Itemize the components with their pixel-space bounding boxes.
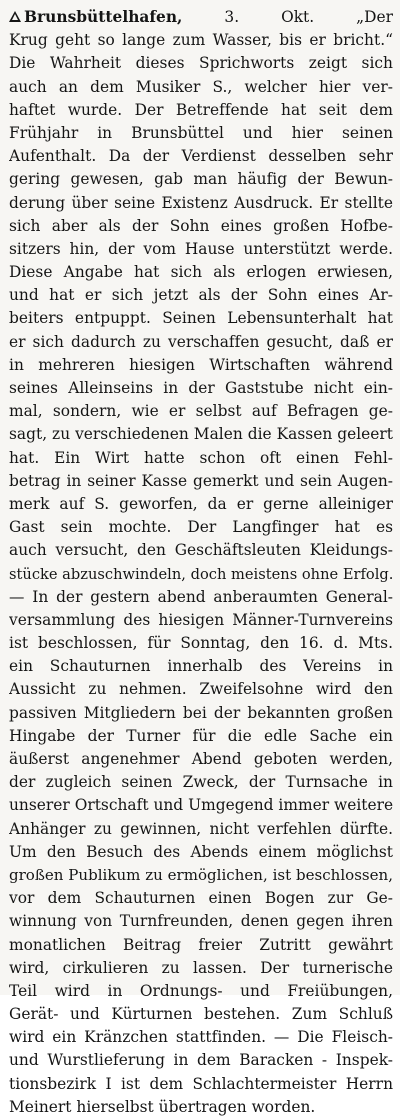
text-line: gering gewesen, gab man häufig der Bewun-	[9, 170, 393, 189]
text-line: sagt, zu verschiedenen Malen die Kassen geleert	[9, 425, 393, 444]
text-line: er sich dadurch zu verschaffen gesucht, daß er	[9, 332, 393, 351]
text-line: haftet wurde. Der Betreffende hat seit dem	[9, 100, 393, 119]
text-line: versammlung des hiesigen Männer-Turnvereins	[9, 610, 393, 629]
text-line: äußerst angenehmer Abend geboten werden,	[9, 750, 393, 768]
text-line: betrag in seiner Kasse gemerkt und sein Augen-	[9, 471, 393, 490]
text-line: tionsbezirk I ist dem Schlachtermeister Herrn	[9, 1074, 393, 1093]
article-headline-line	[9, 6, 393, 29]
article-date: 3. Okt.	[224, 8, 315, 26]
text-line: auch an dem Musiker S., welcher hier ver-	[9, 77, 393, 96]
text-line: derung über seine Existenz Ausdruck. Er stellte	[9, 193, 393, 212]
text-line: der zugleich seinen Zweck, der Turnsache in	[9, 773, 393, 792]
text-line: Hingabe der Turner für die edle Sache ein	[9, 726, 393, 745]
text-line: wird ein Kränzchen stattfinden. — Die Fleisch-	[9, 1028, 393, 1047]
text-line: monatlichen Beitrag freier Zutritt gewährt	[9, 935, 393, 954]
text-line: Gerät- und Kürturnen bestehen. Zum Schluß	[9, 1005, 393, 1024]
text-line: auch versucht, den Geschäftsleuten Kleidungs-	[9, 541, 393, 560]
text-line: hat. Ein Wirt hatte schon oft einen Fehl-	[9, 448, 393, 467]
text-line: ein Schauturnen innerhalb des Vereins in	[9, 657, 393, 676]
text-line: winnung von Turnfreunden, denen gegen ihren	[9, 912, 393, 931]
text-line: in mehreren hiesigen Wirtschaften während	[9, 355, 393, 374]
text-line: Meinert hierselbst übertragen worden.	[9, 1097, 316, 1116]
text-line: sich aber als der Sohn eines großen Hofbe-	[9, 216, 393, 235]
text-line: Krug geht so lange zum Wasser, bis er bricht.“	[9, 31, 393, 50]
text-line: und hat er sich jetzt als der Sohn eines Ar-	[9, 286, 393, 305]
text-line: beiters entpuppt. Seinen Lebensunterhalt hat	[9, 309, 393, 328]
text-line: Anhänger zu gewinnen, nicht verfehlen dürfte.	[9, 819, 393, 838]
text-line: Um den Besuch des Abends einem möglichst	[9, 842, 393, 861]
text-line: Gast sein mochte. Der Langfinger hat es	[9, 518, 393, 537]
article-column	[9, 6, 393, 1119]
text-line: sitzers hin, der vom Hause unterstützt werde.	[9, 239, 393, 258]
text-line: Aussicht zu nehmen. Zweifelsohne wird den	[9, 680, 393, 699]
triangle-icon	[9, 11, 21, 22]
text-line: wird, cirkulieren zu lassen. Der turnerische	[9, 958, 393, 977]
text-line: „Der	[356, 8, 393, 26]
text-line: seines Alleinseins in der Gaststube nicht ein-	[9, 379, 393, 397]
text-line: großen Publikum zu ermöglichen, ist beschlossen,	[9, 865, 393, 884]
text-line: mal, sondern, wie er selbst auf Befragen ge-	[9, 402, 393, 421]
text-line: und Wurstlieferung in dem Baracken - Inspek-	[9, 1051, 393, 1070]
text-line: — In der gestern abend anberaumten General-	[9, 587, 393, 606]
text-line: ist beschlossen, für Sonntag, den 16. d. Mts.	[9, 634, 393, 653]
text-line: unserer Ortschaft und Umgegend immer weitere	[9, 796, 393, 815]
text-line: vor dem Schauturnen einen Bogen zur Ge-	[9, 889, 393, 908]
text-line: merk auf S. geworfen, da er gerne alleiniger	[9, 494, 393, 513]
text-line: Teil wird in Ordnungs- und Freiübungen,	[9, 981, 393, 1000]
text-line: Aufenthalt. Da der Verdienst desselben sehr	[9, 147, 393, 166]
text-line: passiven Mitgliedern bei der bekannten großen	[9, 703, 393, 722]
text-line: stücke abzuschwindeln, doch meistens ohne Erfolg.	[9, 565, 393, 583]
text-line: Diese Angabe hat sich als erlogen erwiesen,	[9, 263, 393, 282]
text-line: Die Wahrheit dieses Sprichworts zeigt sich	[9, 54, 393, 73]
article-place: Brunsbüttelhafen,	[24, 8, 183, 26]
text-line: Frühjahr in Brunsbüttel und hier seinen	[9, 123, 393, 142]
